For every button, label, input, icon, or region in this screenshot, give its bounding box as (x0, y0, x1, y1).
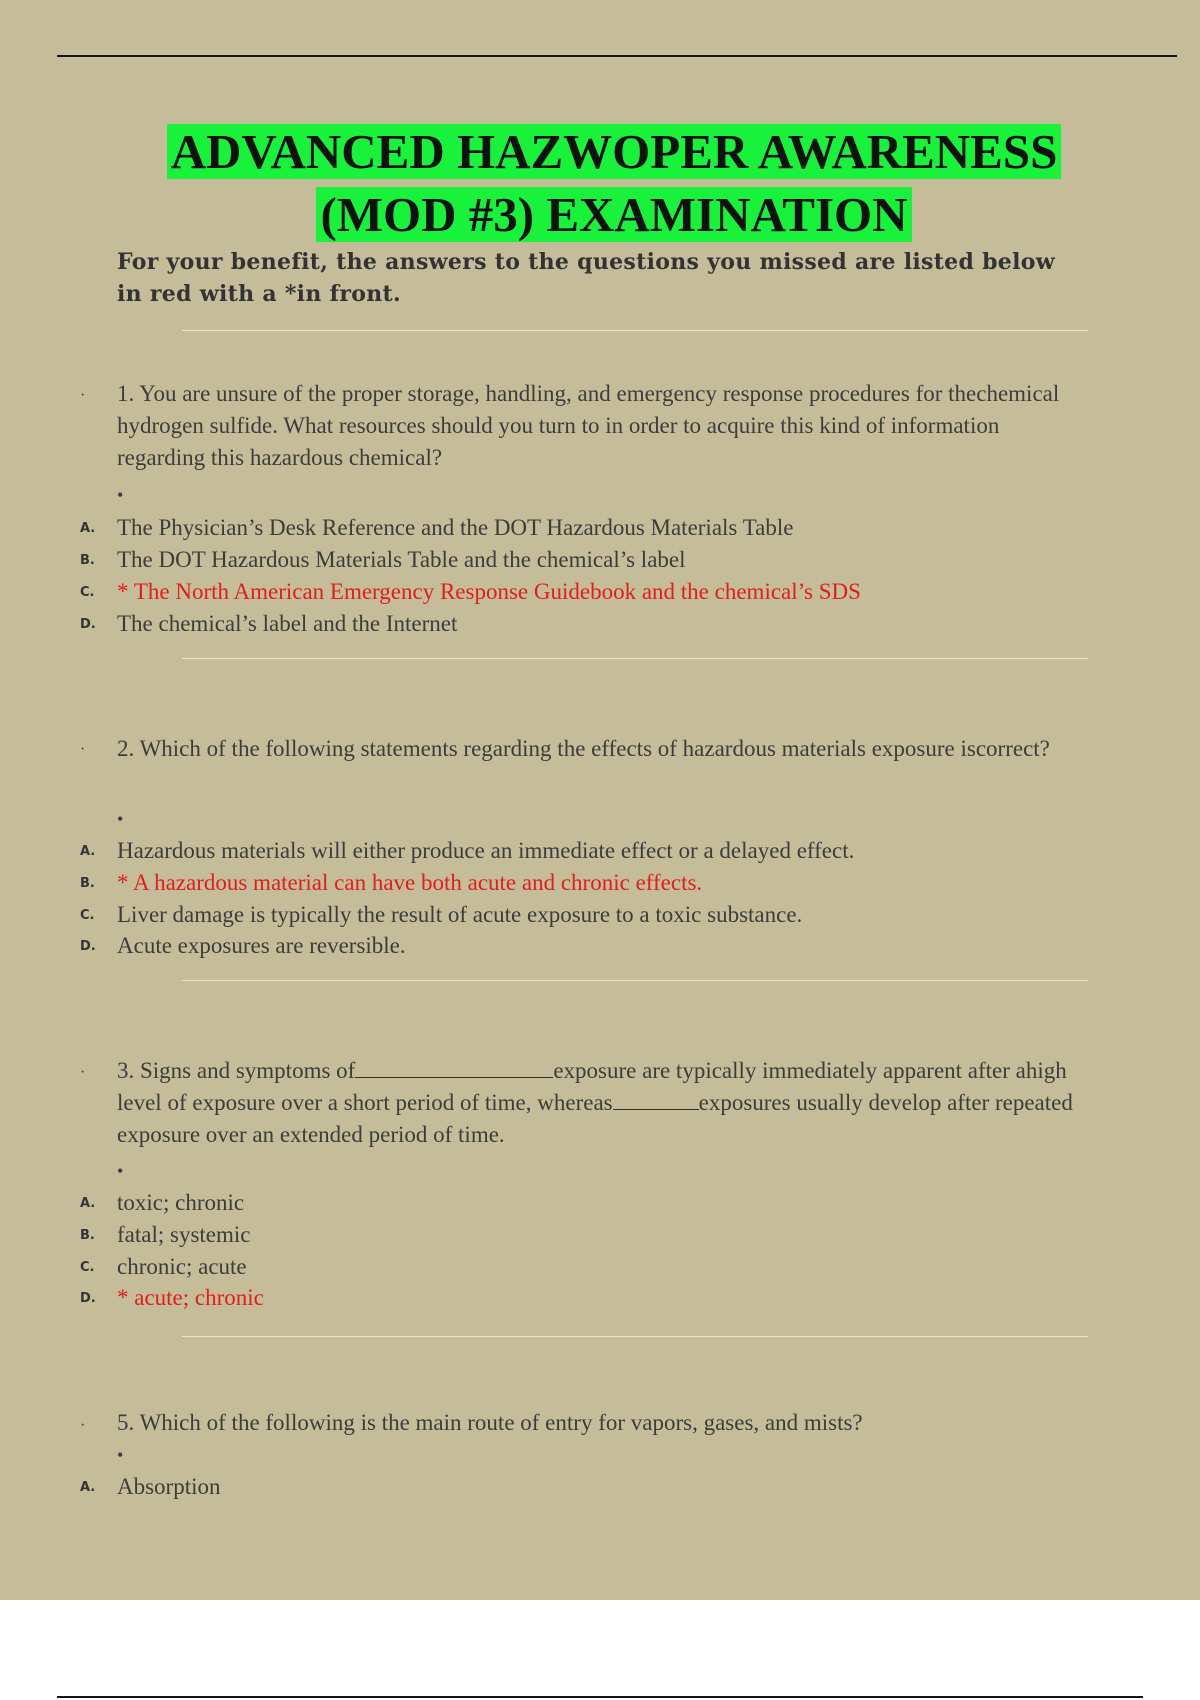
question-3-part-1: 3. Signs and symptoms of (117, 1058, 356, 1083)
option-text: Absorption (117, 1474, 221, 1499)
question-dot: • (117, 809, 124, 829)
document-title (0, 120, 1200, 246)
separator (182, 980, 1088, 981)
question-bullet: · (80, 741, 86, 758)
question-3-text (117, 1055, 1077, 1151)
option-1a[interactable] (80, 512, 1180, 544)
option-3b[interactable] (80, 1219, 1180, 1251)
option-3d-missed-answer[interactable] (80, 1282, 1180, 1314)
separator (182, 1336, 1088, 1337)
question-3-part-2: exposure are typically immediately apparent after ahigh level of exposure over a short period of time, whereas (117, 1058, 1067, 1115)
option-5a[interactable] (80, 1471, 1180, 1503)
option-letter: A. (80, 521, 96, 536)
option-letter: C. (80, 908, 95, 923)
question-dot: • (117, 1445, 124, 1465)
option-letter: B. (80, 553, 95, 568)
option-text: Liver damage is typically the result of acute exposure to a toxic substance. (117, 902, 803, 927)
option-3c[interactable] (80, 1251, 1180, 1283)
option-letter: D. (80, 939, 96, 954)
option-letter: C. (80, 1260, 95, 1275)
option-text: * The North American Emergency Response Guidebook and the chemical’s SDS (117, 579, 861, 604)
option-1d[interactable] (80, 608, 1180, 640)
option-3a[interactable] (80, 1187, 1180, 1219)
option-letter: B. (80, 1228, 95, 1243)
question-2-text: 2. Which of the following statements regarding the effects of hazardous materials exposure iscorrect? (117, 736, 1050, 761)
top-rule (57, 55, 1177, 57)
option-letter: A. (80, 1480, 96, 1495)
question-bullet: · (80, 1064, 86, 1081)
option-text: Hazardous materials will either produce an immediate effect or a delayed effect. (117, 838, 855, 863)
question-5-text: 5. Which of the following is the main route of entry for vapors, gases, and mists? (117, 1410, 863, 1435)
option-text: The Physician’s Desk Reference and the DOT Hazardous Materials Table (117, 515, 794, 540)
option-1c-missed-answer[interactable] (80, 576, 1180, 608)
bottom-rule (57, 1696, 1143, 1698)
option-text: toxic; chronic (117, 1190, 245, 1215)
option-text: * A hazardous material can have both acute and chronic effects. (117, 870, 703, 895)
question-3-part-3: exposures usually develop after repeated exposure over an extended period of time. (117, 1090, 1073, 1147)
question-1-text: 1. You are unsure of the proper storage, handling, and emergency response procedures for thechemical hydrogen sulfide. What resources should you turn to in order to acquire this kind of information regarding this hazardous chemical? (117, 381, 1060, 470)
option-letter: B. (80, 876, 95, 891)
option-2a[interactable] (80, 835, 1180, 867)
question-dot: • (117, 485, 124, 505)
fill-in-blank (613, 1089, 699, 1110)
option-text: chronic; acute (117, 1254, 247, 1279)
option-letter: C. (80, 585, 95, 600)
question-dot: • (117, 1161, 124, 1181)
question-bullet: · (80, 1417, 86, 1434)
title-line-1: ADVANCED HAZWOPER AWARENESS (167, 124, 1062, 179)
option-text: fatal; systemic (117, 1222, 251, 1247)
option-letter: D. (80, 617, 96, 632)
separator (182, 330, 1088, 331)
option-text: * acute; chronic (117, 1285, 264, 1310)
title-line-2: (MOD #3) EXAMINATION (316, 187, 911, 242)
option-2c[interactable] (80, 899, 1180, 931)
option-text: The chemical’s label and the Internet (117, 611, 458, 636)
separator (182, 658, 1088, 659)
option-letter: A. (80, 844, 96, 859)
option-letter: A. (80, 1196, 96, 1211)
option-text: The DOT Hazardous Materials Table and the chemical’s label (117, 547, 686, 572)
option-letter: D. (80, 1291, 96, 1306)
option-1b[interactable] (80, 544, 1180, 576)
option-2b-missed-answer[interactable] (80, 867, 1180, 899)
fill-in-blank (355, 1057, 553, 1078)
option-text: Acute exposures are reversible. (117, 933, 406, 958)
intro-text: For your benefit, the answers to the questions you missed are listed below in red with a *in front. (117, 249, 1055, 307)
question-bullet: · (80, 387, 86, 404)
option-2d[interactable] (80, 930, 1180, 962)
